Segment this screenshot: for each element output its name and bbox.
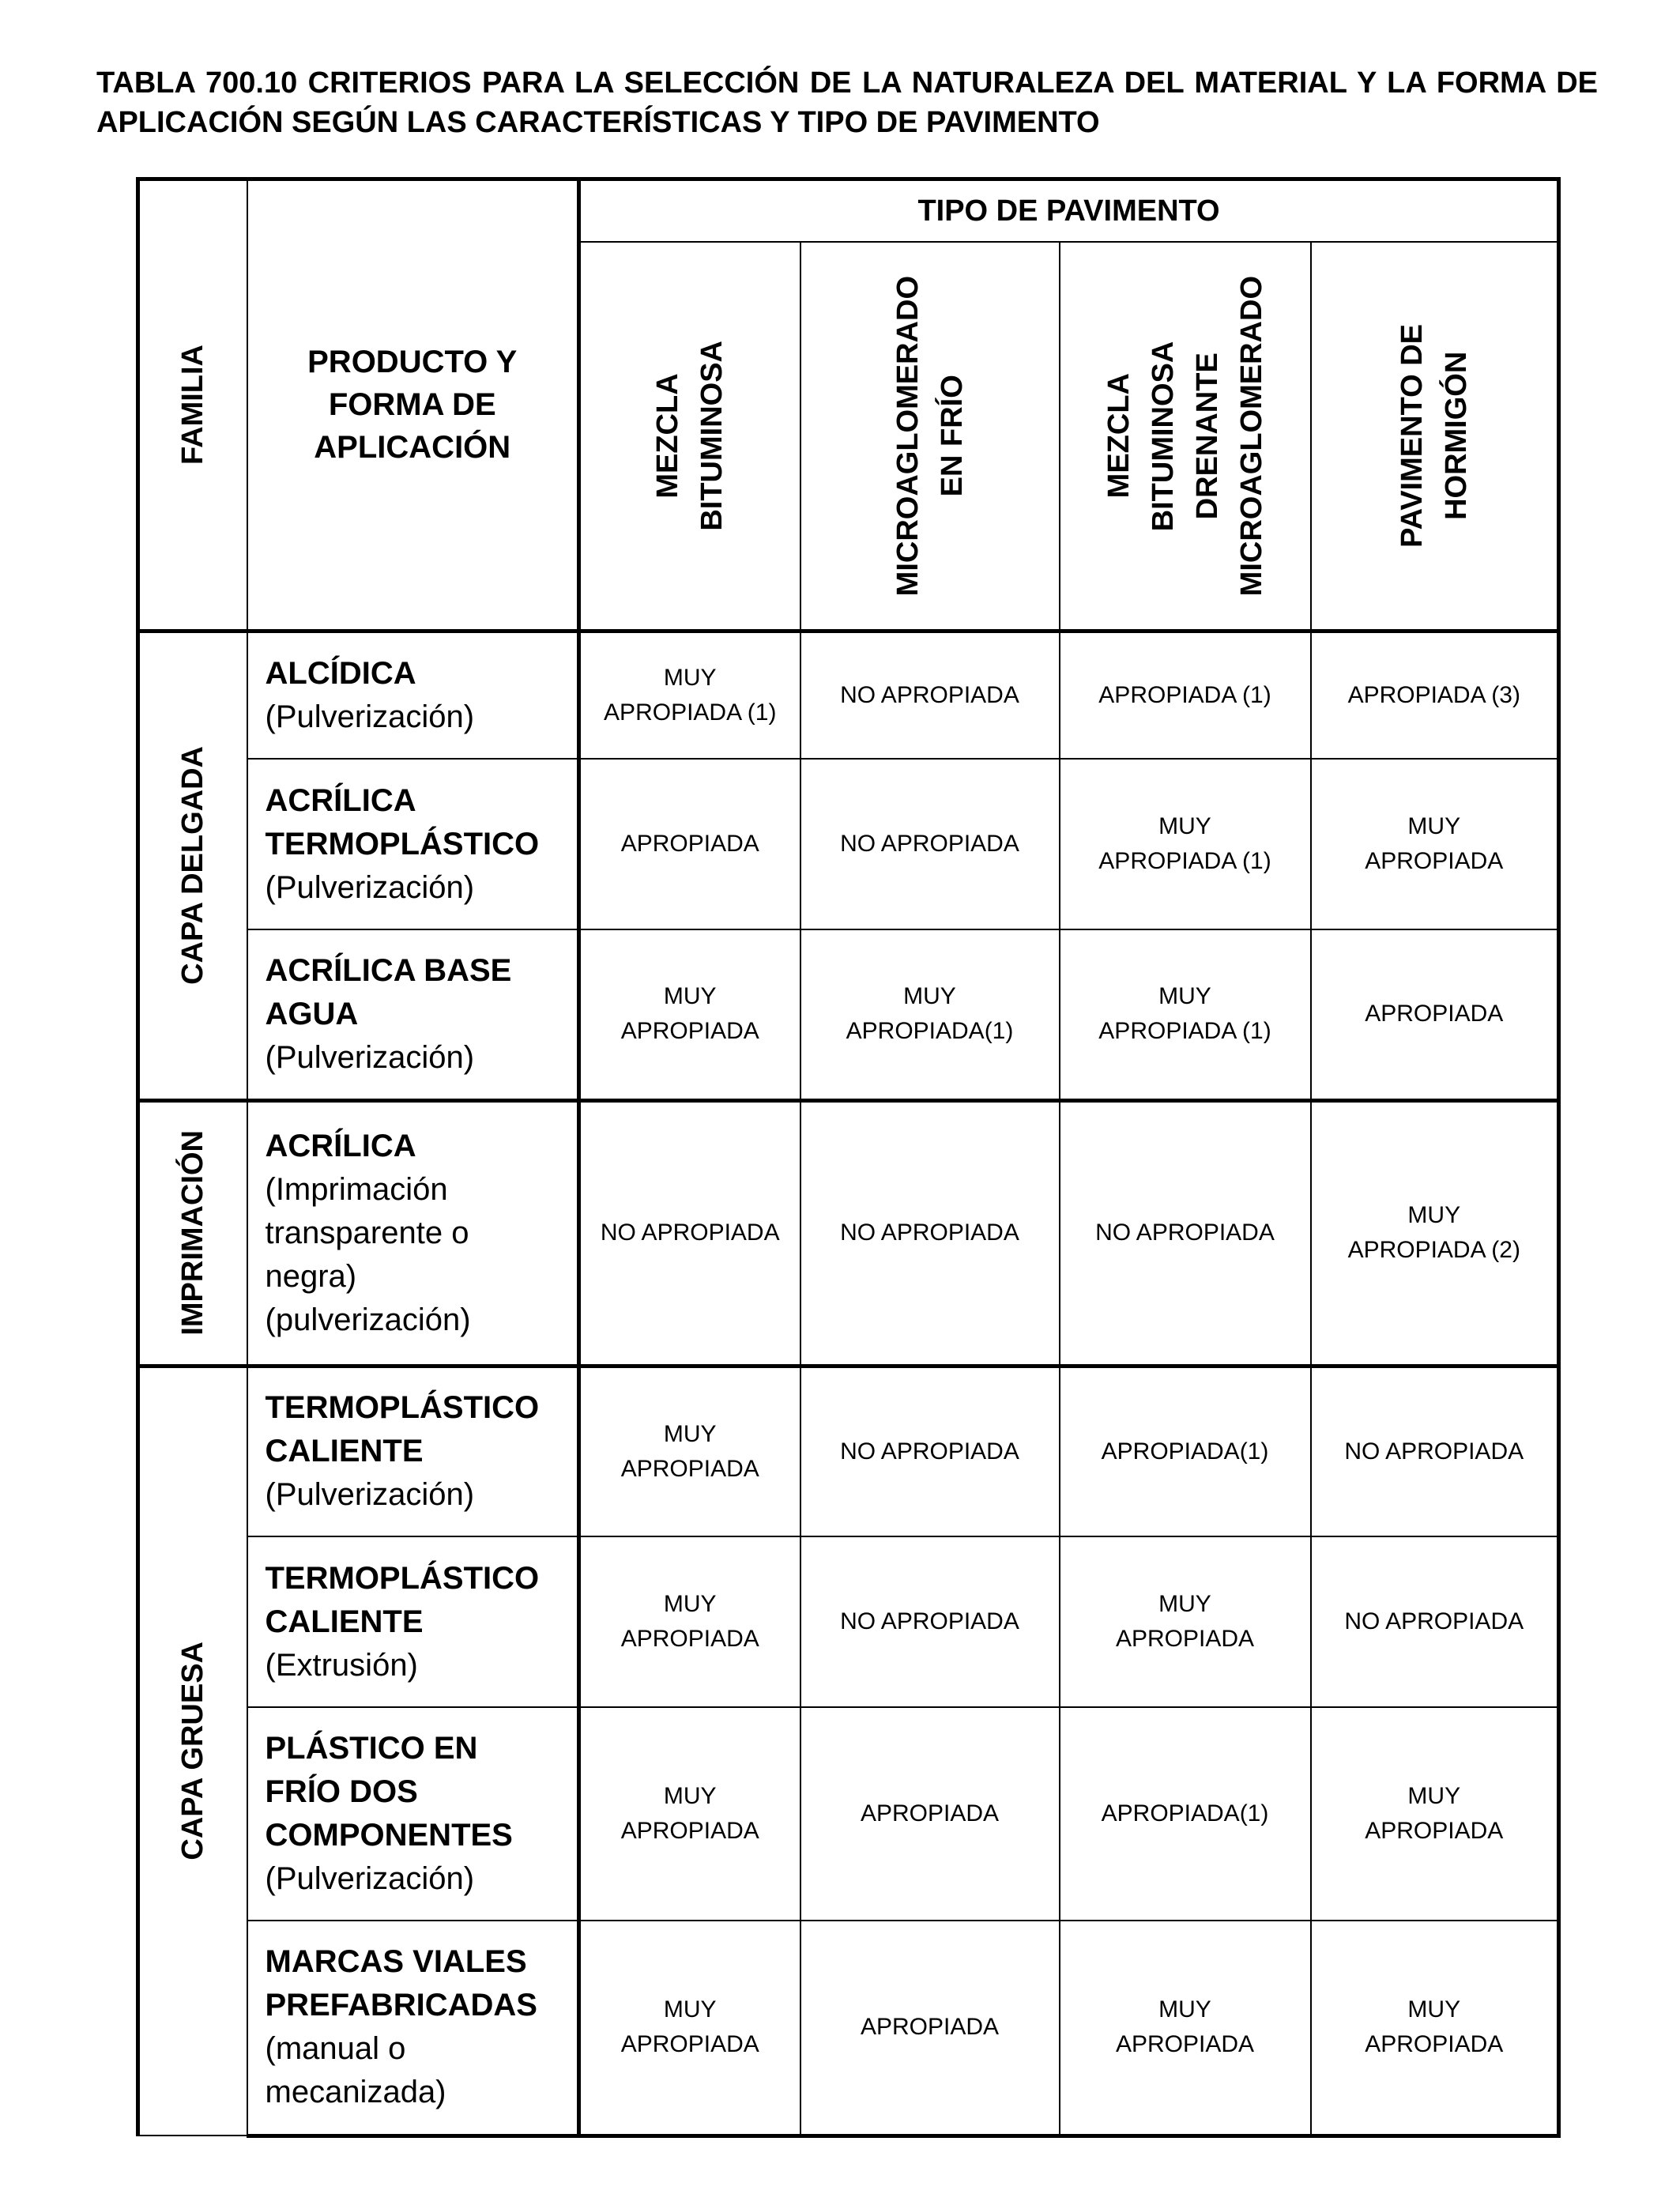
table-row [138,1366,1559,1536]
value-cell: APROPIADA (1) [1060,631,1311,759]
header-col-microaglomerado: MICROAGLOMERADO EN FRÍO [800,242,1060,631]
product-cell: PLÁSTICO EN FRÍO DOS COMPONENTES (Pulverización) [247,1707,579,1921]
table-row [138,929,1559,1100]
value-cell: MUY APROPIADA (1) [1060,759,1311,929]
value-cell: NO APROPIADA [800,1536,1060,1707]
product-cell: TERMOPLÁSTICO CALIENTE (Pulverización) [247,1366,579,1536]
table-row [138,759,1559,929]
table-row [138,1100,1559,1366]
value-cell: APROPIADA [579,759,800,929]
table-row [138,1536,1559,1707]
table-row [138,1921,1559,2136]
value-cell: NO APROPIADA [800,631,1060,759]
header-col-hormigon: PAVIMENTO DE HORMIGÓN [1311,242,1559,631]
value-cell: MUY APROPIADA [579,1536,800,1707]
product-cell: ALCÍDICA (Pulverización) [247,631,579,759]
value-cell: APROPIADA [800,1921,1060,2136]
value-cell: NO APROPIADA [579,1100,800,1366]
value-cell: APROPIADA(1) [1060,1366,1311,1536]
value-cell: APROPIADA (3) [1311,631,1559,759]
value-cell: APROPIADA [800,1707,1060,1921]
value-cell: MUY APROPIADA [579,929,800,1100]
family-capa-delgada: CAPA DELGADA [138,631,247,1100]
value-cell: MUY APROPIADA [1060,1921,1311,2136]
family-imprimacion: IMPRIMACIÓN [138,1100,247,1366]
criteria-table [136,177,1561,2138]
table-title: TABLA 700.10 CRITERIOS PARA LA SELECCIÓN DE LA NATURALEZA DEL MATERIAL Y LA FORMA DE APLICACIÓN SEGÚN LAS CARACTERÍSTICAS Y TIPO DE PAVIMENTO [96,66,1598,139]
product-cell: ACRÍLICA BASE AGUA (Pulverización) [247,929,579,1100]
value-cell: NO APROPIADA [1311,1536,1559,1707]
value-cell: MUY APROPIADA (2) [1311,1100,1559,1366]
value-cell: MUY APROPIADA [1311,1921,1559,2136]
family-capa-gruesa: CAPA GRUESA [138,1366,247,2136]
header-tipo-pavimento: TIPO DE PAVIMENTO [579,179,1559,243]
table-row [138,1707,1559,1921]
product-cell: TERMOPLÁSTICO CALIENTE (Extrusión) [247,1536,579,1707]
value-cell: APROPIADA [1311,929,1559,1100]
header-familia: FAMILIA [138,179,247,631]
value-cell: NO APROPIADA [1060,1100,1311,1366]
table-row [138,631,1559,759]
value-cell: MUY APROPIADA (1) [579,631,800,759]
value-cell: NO APROPIADA [800,759,1060,929]
value-cell: NO APROPIADA [800,1366,1060,1536]
value-cell: NO APROPIADA [1311,1366,1559,1536]
value-cell: MUY APROPIADA (1) [1060,929,1311,1100]
value-cell: MUY APROPIADA [579,1366,800,1536]
product-cell: ACRÍLICA TERMOPLÁSTICO (Pulverización) [247,759,579,929]
value-cell: MUY APROPIADA(1) [800,929,1060,1100]
value-cell: NO APROPIADA [800,1100,1060,1366]
value-cell: MUY APROPIADA [579,1921,800,2136]
value-cell: MUY APROPIADA [579,1707,800,1921]
header-col-drenante: MEZCLA BITUMINOSA DRENANTE MICROAGLOMERADO [1060,242,1311,631]
value-cell: MUY APROPIADA [1311,1707,1559,1921]
value-cell: MUY APROPIADA [1060,1536,1311,1707]
product-cell: ACRÍLICA (Imprimación transparente o negra) (pulverización) [247,1100,579,1366]
header-col-mezcla-bituminosa: MEZCLA BITUMINOSA [579,242,800,631]
product-cell: MARCAS VIALES PREFABRICADAS (manual o mecanizada) [247,1921,579,2136]
header-producto: PRODUCTO Y FORMA DE APLICACIÓN [247,179,579,631]
value-cell: APROPIADA(1) [1060,1707,1311,1921]
value-cell: MUY APROPIADA [1311,759,1559,929]
